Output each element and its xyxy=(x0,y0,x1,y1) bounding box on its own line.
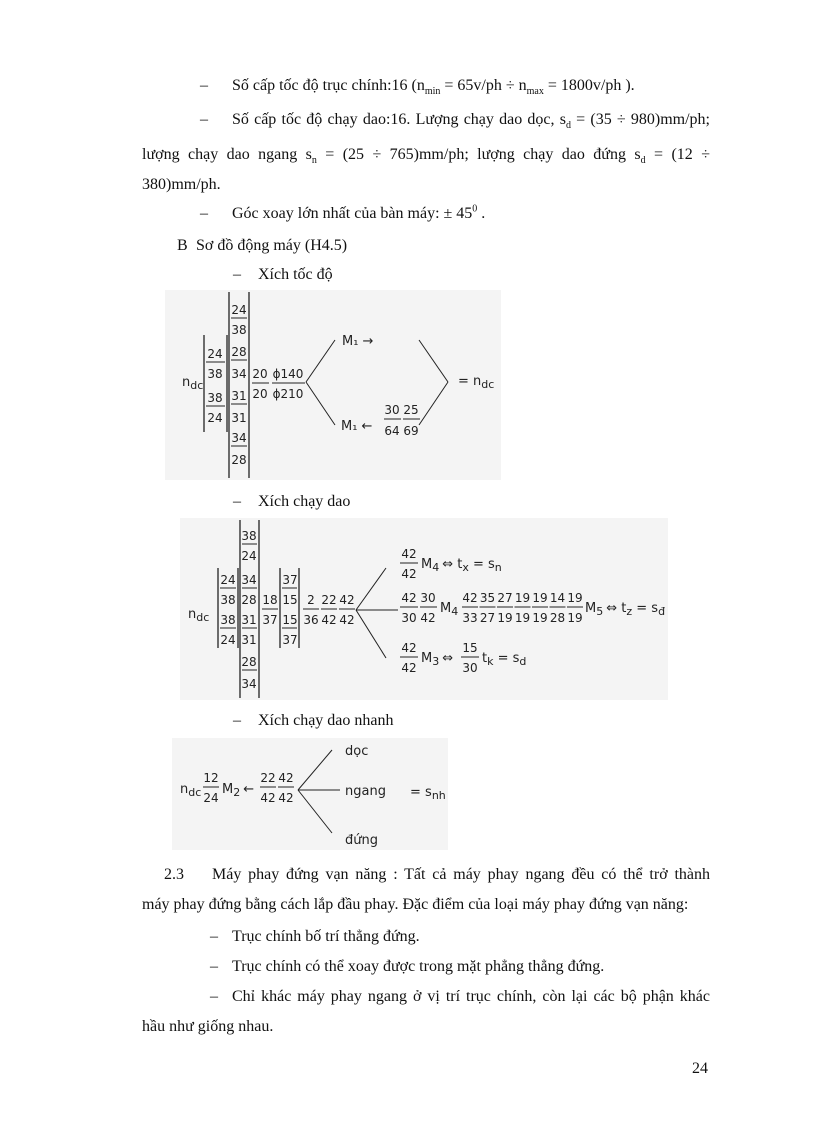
feed-frac1-den: 36 xyxy=(303,613,319,627)
rapid-branch-ngang: ngang xyxy=(345,784,386,799)
feed-frac1-num: 2 xyxy=(307,593,315,607)
feed-start-label: $n_{dc}$ xyxy=(188,607,210,624)
feed-b2-chain-den-0: 33 xyxy=(462,611,478,625)
spindle-speeds-dash: – xyxy=(200,77,208,94)
feed-b2-chain-den-1: 27 xyxy=(479,611,496,625)
rapid-frac3-num: 42 xyxy=(278,771,294,785)
rapid-start-label: $n_{dc}$ xyxy=(180,782,202,799)
feed-line-2: lượng chạy dao ngang $s_n = (25 \div 765)mm/ph$; lượng chạy dao đứng $s_d = (12$ ÷ xyxy=(142,146,710,167)
feed-b3-tail: $t_k = s_d$ xyxy=(482,651,527,668)
speed-frac-b-num: ϕ140 xyxy=(272,367,304,381)
rapid-frac2-num: 22 xyxy=(260,771,276,785)
section-23-tail: hầu như giống nhau. xyxy=(142,1018,274,1035)
feed-speeds-line: Số cấp tốc độ chạy dao:16. Lượng chạy dao dọc, $s_d = (35 \div 980)mm/ph$; xyxy=(232,111,710,132)
speed-lower-frac1-den: 64 xyxy=(384,424,400,438)
feed-col4-0: 37 xyxy=(282,573,298,587)
section-b-letter: B xyxy=(177,237,188,254)
feed-b3-frac-num: 42 xyxy=(401,641,417,655)
speed-col2-7: 28 xyxy=(231,453,247,467)
speed-col2-6: 34 xyxy=(231,431,247,445)
speed-col2-1: 38 xyxy=(231,323,247,337)
feed-b2-chain-den-6: 19 xyxy=(567,611,583,625)
speed-lower-frac2-num: 25 xyxy=(403,403,419,417)
rapid-frac1-den: 24 xyxy=(203,791,219,805)
feed-line-3: 380)mm/ph. xyxy=(142,176,221,193)
rapid-end-label: = $s_{nh}$ xyxy=(410,785,446,802)
feed-b2-chain-num-3: 19 xyxy=(514,591,531,605)
rapid-chain-label: Xích chạy dao nhanh xyxy=(258,712,394,729)
speed-col1-3: 24 xyxy=(207,411,223,425)
feed-col3-num: 18 xyxy=(262,593,278,607)
feed-b3-frac-den: 42 xyxy=(401,661,417,675)
feed-b2-chain-den-5: 28 xyxy=(549,611,566,625)
speed-end-label: = $n_{dc}$ xyxy=(458,374,495,391)
speed-col1-0: 24 xyxy=(207,347,223,361)
rapid-frac3-den: 42 xyxy=(278,791,294,805)
feed-b2-chain-den-3: 19 xyxy=(514,611,531,625)
speed-col2-4: 31 xyxy=(231,389,247,403)
feed-b3-m3: $M_3$ ⇔ xyxy=(421,651,454,668)
speed-upper-branch: M₁ → xyxy=(342,334,374,349)
feed-col1-0: 24 xyxy=(220,573,236,587)
feed-frac3-den: 42 xyxy=(339,613,355,627)
feed-b1-frac-num: 42 xyxy=(401,547,417,561)
feed-col2-1: 24 xyxy=(241,549,257,563)
spindle-speeds-line: Số cấp tốc độ trục chính:16 ($n_{min} = 65v/ph \div n_{max} = 1800v/ph$ ). xyxy=(232,77,635,98)
feed-branch2-tail: $M_5$ ⇔ $t_z = s_đ$ xyxy=(585,601,666,618)
feed-col2-4: 31 xyxy=(241,613,257,627)
feed-col2-6: 28 xyxy=(241,655,257,669)
speed-col2-2: 28 xyxy=(231,345,247,359)
feed-col2-7: 34 xyxy=(241,677,257,691)
section-b-title: Sơ đồ động máy (H4.5) xyxy=(196,237,348,254)
rapid-frac1-num: 12 xyxy=(203,771,219,785)
feed-col2-0: 38 xyxy=(241,529,257,543)
speed-col1-2: 38 xyxy=(207,391,223,405)
rapid-chain-dash: – xyxy=(233,712,241,729)
speed-chain-diagram xyxy=(165,290,501,480)
speed-frac-b-den: ϕ210 xyxy=(272,387,304,401)
speed-start-label: $n_{dc}$ xyxy=(182,375,204,392)
item-1-text: Trục chính bố trí thẳng đứng. xyxy=(232,928,420,945)
speed-frac-a-num: 20 xyxy=(252,367,268,381)
speed-chain-label: Xích tốc độ xyxy=(258,266,333,283)
feed-frac2-num: 22 xyxy=(321,593,337,607)
speed-frac-a-den: 20 xyxy=(252,387,268,401)
feed-col1-1: 38 xyxy=(220,593,236,607)
feed-b2-chain-num-5: 14 xyxy=(549,591,566,605)
speed-lower-frac1-num: 30 xyxy=(384,403,400,417)
feed-chain-dash: – xyxy=(233,493,241,510)
table-angle-line: Góc xoay lớn nhất của bàn máy: ± $45^0$ . xyxy=(232,203,486,222)
speed-col2-5: 31 xyxy=(231,411,247,425)
speed-col2-0: 24 xyxy=(231,303,247,317)
rapid-branch-dung: đứng xyxy=(345,833,378,848)
feed-b2-chain-den-4: 19 xyxy=(532,611,548,625)
feed-col4-1: 15 xyxy=(282,593,298,607)
section-23-line2: máy phay đứng bằng cách lắp đầu phay. Đặc điểm của loại máy phay đứng vạn năng: xyxy=(142,896,689,913)
feed-b1-frac-den: 42 xyxy=(401,567,417,581)
feed-col1-2: 38 xyxy=(220,613,236,627)
feed-b2-chain-den-2: 19 xyxy=(497,611,513,625)
feed-col4-2: 15 xyxy=(282,613,298,627)
speed-col2-3: 34 xyxy=(231,367,247,381)
feed-b2-chain-num-2: 27 xyxy=(497,591,513,605)
item-2-dash: – xyxy=(210,958,218,975)
feed-frac2-den: 42 xyxy=(321,613,337,627)
feed-b2-chain-num-1: 35 xyxy=(479,591,496,605)
feed-b2-chain-num-4: 19 xyxy=(532,591,548,605)
feed-b2-f1-num: 42 xyxy=(401,591,417,605)
feed-b3-frac2-num: 15 xyxy=(462,641,478,655)
rapid-chain-diagram xyxy=(172,738,448,850)
feed-speeds-dash: – xyxy=(200,111,208,128)
feed-col1-3: 24 xyxy=(220,633,236,647)
feed-b2-chain-num-6: 19 xyxy=(567,591,583,605)
feed-chain-label: Xích chạy dao xyxy=(258,493,351,510)
speed-chain-dash: – xyxy=(233,266,241,283)
item-1-dash: – xyxy=(210,928,218,945)
feed-b2-f2-den: 42 xyxy=(420,611,436,625)
feed-frac3-num: 42 xyxy=(339,593,355,607)
feed-chain-diagram xyxy=(180,518,668,700)
item-3-text: Chỉ khác máy phay ngang ở vị trí trục chính, còn lại các bộ phận khác xyxy=(232,988,710,1005)
section-23-line1: Máy phay đứng vạn năng : Tất cả máy phay ngang đều có thể trở thành xyxy=(212,866,710,883)
page-number: 24 xyxy=(692,1060,708,1077)
feed-b3-frac2-den: 30 xyxy=(462,661,478,675)
table-angle-dash: – xyxy=(200,205,208,222)
rapid-branch-doc: dọc xyxy=(345,744,369,759)
rapid-m2: $M_2$ ← xyxy=(222,782,255,799)
feed-col2-5: 31 xyxy=(241,633,257,647)
feed-b2-chain-num-0: 42 xyxy=(462,591,478,605)
feed-branch1-text: $M_4$ ⇔ $t_x = s_n$ xyxy=(421,557,502,574)
feed-b2-m4: $M_4$ xyxy=(440,601,459,618)
feed-col3-den: 37 xyxy=(262,613,278,627)
speed-col1-1: 38 xyxy=(207,367,223,381)
speed-lower-branch: M₁ ← xyxy=(341,419,373,434)
feed-b2-f1-den: 30 xyxy=(401,611,417,625)
section-23-number: 2.3 xyxy=(164,866,184,883)
item-3-dash: – xyxy=(210,988,218,1005)
feed-col2-3: 28 xyxy=(241,593,257,607)
feed-b2-f2-num: 30 xyxy=(420,591,436,605)
speed-lower-frac2-den: 69 xyxy=(403,424,419,438)
rapid-frac2-den: 42 xyxy=(260,791,276,805)
item-2-text: Trục chính có thể xoay được trong mặt phẳng thẳng đứng. xyxy=(232,958,605,975)
feed-col4-3: 37 xyxy=(282,633,298,647)
feed-col2-2: 34 xyxy=(241,573,257,587)
